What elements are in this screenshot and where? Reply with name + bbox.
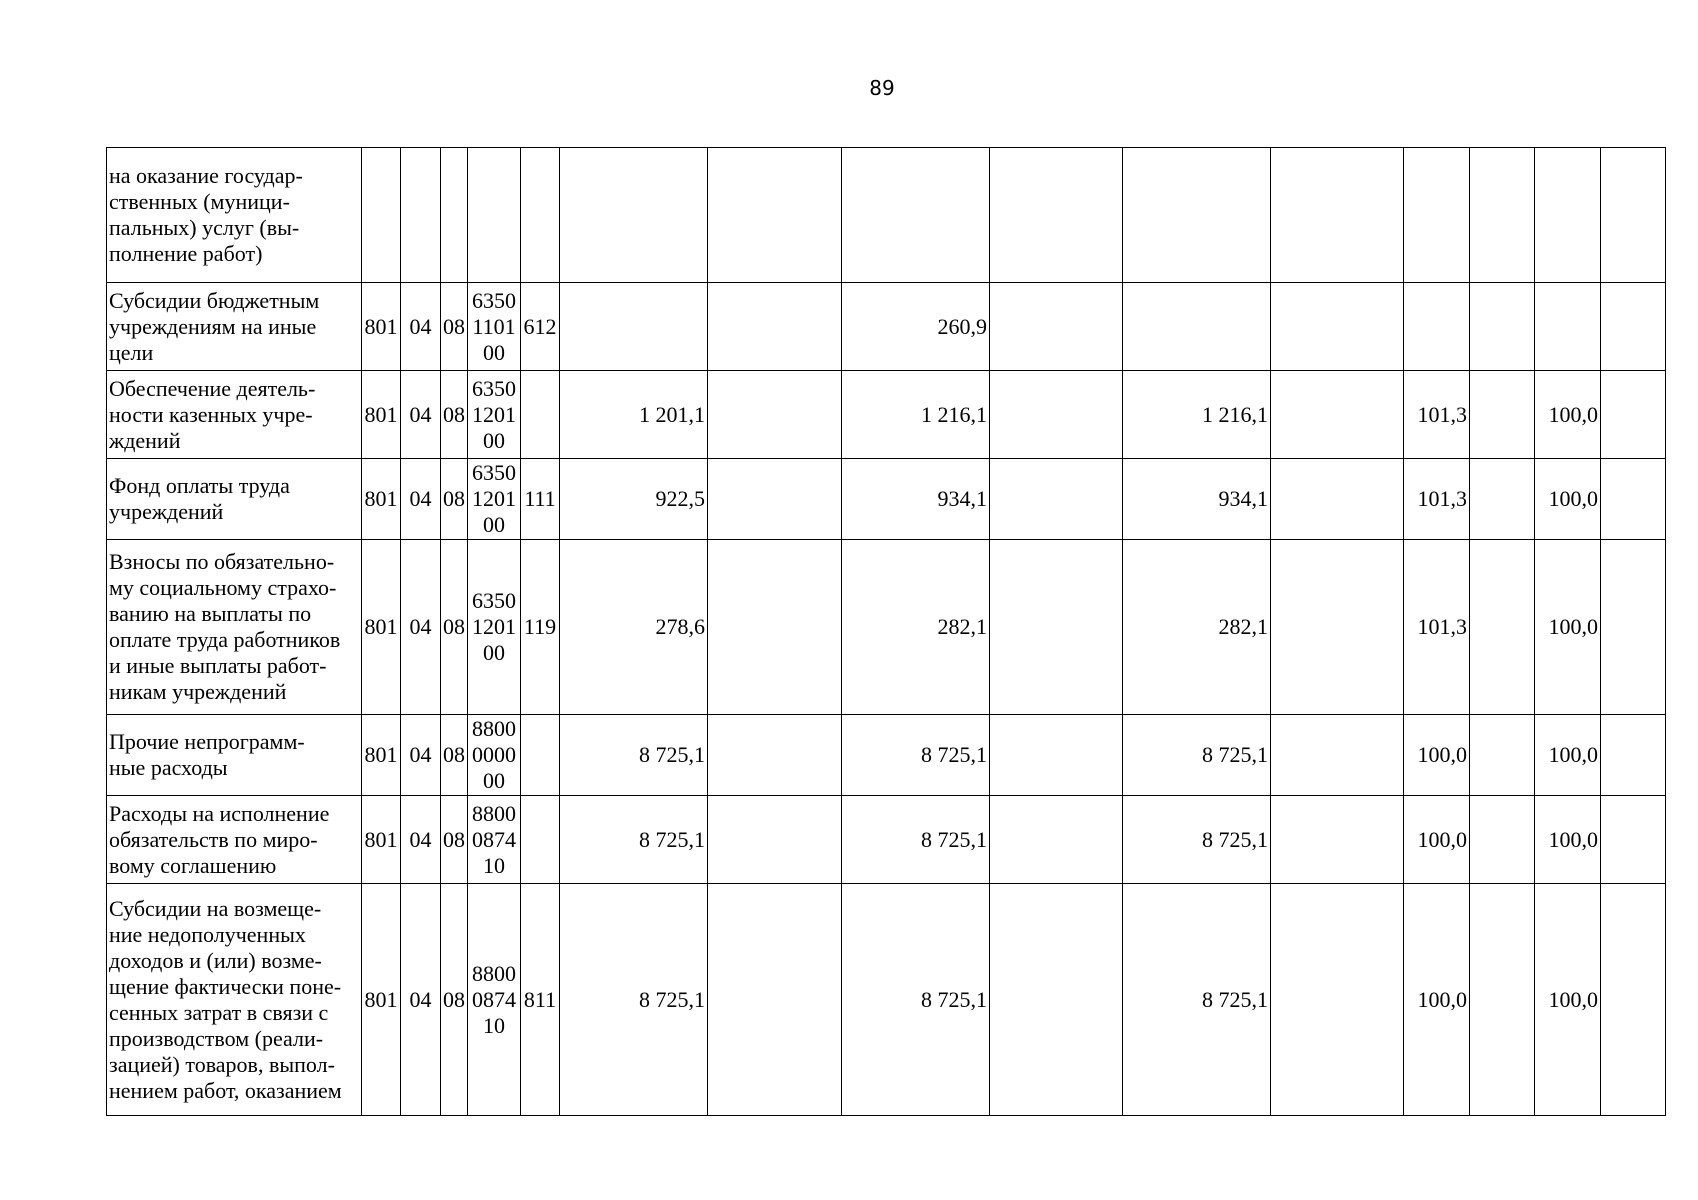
table-row — [107, 884, 1666, 1116]
value-cell: 1 201,1 — [560, 371, 708, 459]
value-cell: 100,0 — [1535, 884, 1601, 1116]
section-code: 04 — [401, 796, 441, 884]
value-cell: 8 725,1 — [560, 796, 708, 884]
value-cell — [708, 884, 842, 1116]
subsection-code: 08 — [441, 715, 468, 796]
value-cell: 1 216,1 — [1123, 371, 1271, 459]
row-name: Субсидии бюджетным учреждениям на иные цели — [107, 283, 362, 371]
expense-type-code: 811 — [521, 884, 560, 1116]
subsection-code: 08 — [441, 459, 468, 540]
value-cell — [990, 540, 1123, 715]
budget-table — [106, 147, 1666, 1116]
value-cell — [1470, 884, 1535, 1116]
ved-code: 801 — [362, 371, 401, 459]
subsection-code: 08 — [441, 884, 468, 1116]
section-code: 04 — [401, 540, 441, 715]
value-cell — [1535, 148, 1601, 283]
ved-code: 801 — [362, 796, 401, 884]
value-cell: 8 725,1 — [842, 884, 990, 1116]
value-cell — [1601, 371, 1666, 459]
row-name: Субсидии на возмеще- ние недополученных доходов и (или) возме- щение фактически поне- сенных затрат в связи с производством (реали- зацией) товаров, выпол- нением работ, оказанием — [107, 884, 362, 1116]
value-cell: 8 725,1 — [842, 715, 990, 796]
value-cell — [1470, 796, 1535, 884]
value-cell: 100,0 — [1535, 459, 1601, 540]
ved-code: 801 — [362, 283, 401, 371]
value-cell — [708, 715, 842, 796]
value-cell — [990, 459, 1123, 540]
table-row — [107, 459, 1666, 540]
target-article-code: 6350 1201 00 — [468, 459, 521, 540]
value-cell: 934,1 — [1123, 459, 1271, 540]
value-cell: 8 725,1 — [1123, 715, 1271, 796]
value-cell — [1271, 148, 1404, 283]
table-row — [107, 540, 1666, 715]
subsection-code — [441, 148, 468, 283]
value-cell — [1404, 283, 1470, 371]
target-article-code: 6350 1101 00 — [468, 283, 521, 371]
value-cell: 278,6 — [560, 540, 708, 715]
subsection-code: 08 — [441, 796, 468, 884]
value-cell — [1601, 283, 1666, 371]
expense-type-code — [521, 715, 560, 796]
value-cell: 8 725,1 — [560, 715, 708, 796]
target-article-code: 8800 0874 10 — [468, 884, 521, 1116]
value-cell — [1601, 796, 1666, 884]
value-cell — [1271, 371, 1404, 459]
subsection-code: 08 — [441, 540, 468, 715]
page-number: 89 — [869, 76, 895, 100]
value-cell — [708, 459, 842, 540]
ved-code — [362, 148, 401, 283]
value-cell — [1601, 715, 1666, 796]
value-cell — [990, 715, 1123, 796]
expense-type-code: 111 — [521, 459, 560, 540]
value-cell — [1271, 715, 1404, 796]
section-code: 04 — [401, 283, 441, 371]
value-cell — [560, 148, 708, 283]
value-cell — [1271, 459, 1404, 540]
value-cell: 922,5 — [560, 459, 708, 540]
value-cell — [1470, 715, 1535, 796]
value-cell — [1404, 148, 1470, 283]
value-cell: 100,0 — [1404, 715, 1470, 796]
value-cell: 8 725,1 — [560, 884, 708, 1116]
value-cell: 100,0 — [1535, 796, 1601, 884]
value-cell — [990, 148, 1123, 283]
value-cell — [560, 283, 708, 371]
value-cell — [1535, 283, 1601, 371]
value-cell — [990, 371, 1123, 459]
value-cell: 8 725,1 — [1123, 796, 1271, 884]
value-cell — [990, 884, 1123, 1116]
value-cell — [708, 371, 842, 459]
value-cell — [1601, 884, 1666, 1116]
table-row — [107, 148, 1666, 283]
expense-type-code — [521, 148, 560, 283]
target-article-code: 6350 1201 00 — [468, 540, 521, 715]
target-article-code: 8800 0874 10 — [468, 796, 521, 884]
section-code: 04 — [401, 371, 441, 459]
value-cell — [1271, 540, 1404, 715]
section-code — [401, 148, 441, 283]
value-cell: 282,1 — [842, 540, 990, 715]
section-code: 04 — [401, 884, 441, 1116]
value-cell: 8 725,1 — [842, 796, 990, 884]
row-name: Фонд оплаты труда учреждений — [107, 459, 362, 540]
expense-type-code — [521, 796, 560, 884]
value-cell — [842, 148, 990, 283]
ved-code: 801 — [362, 459, 401, 540]
row-name: Расходы на исполнение обязательств по миро- вому соглашению — [107, 796, 362, 884]
section-code: 04 — [401, 715, 441, 796]
value-cell: 1 216,1 — [842, 371, 990, 459]
subsection-code: 08 — [441, 283, 468, 371]
value-cell — [1470, 371, 1535, 459]
value-cell — [990, 283, 1123, 371]
value-cell: 100,0 — [1404, 884, 1470, 1116]
table-row — [107, 283, 1666, 371]
ved-code: 801 — [362, 715, 401, 796]
target-article-code: 8800 0000 00 — [468, 715, 521, 796]
value-cell — [1123, 283, 1271, 371]
value-cell — [708, 540, 842, 715]
value-cell: 101,3 — [1404, 459, 1470, 540]
table-row — [107, 715, 1666, 796]
expense-type-code — [521, 371, 560, 459]
value-cell: 100,0 — [1535, 715, 1601, 796]
value-cell: 101,3 — [1404, 371, 1470, 459]
expense-type-code: 119 — [521, 540, 560, 715]
value-cell — [1470, 540, 1535, 715]
value-cell: 8 725,1 — [1123, 884, 1271, 1116]
value-cell — [990, 796, 1123, 884]
section-code: 04 — [401, 459, 441, 540]
target-article-code — [468, 148, 521, 283]
value-cell — [1271, 283, 1404, 371]
value-cell — [1601, 148, 1666, 283]
row-name: Прочие непрограмм- ные расходы — [107, 715, 362, 796]
value-cell — [1271, 884, 1404, 1116]
value-cell: 100,0 — [1535, 371, 1601, 459]
ved-code: 801 — [362, 884, 401, 1116]
row-name: на оказание государ- ственных (муници- пальных) услуг (вы- полнение работ) — [107, 148, 362, 283]
value-cell: 934,1 — [842, 459, 990, 540]
value-cell — [1601, 540, 1666, 715]
value-cell — [708, 796, 842, 884]
value-cell — [708, 148, 842, 283]
table-row — [107, 371, 1666, 459]
value-cell: 282,1 — [1123, 540, 1271, 715]
value-cell: 100,0 — [1404, 796, 1470, 884]
expense-type-code: 612 — [521, 283, 560, 371]
value-cell — [1601, 459, 1666, 540]
table-row — [107, 796, 1666, 884]
ved-code: 801 — [362, 540, 401, 715]
value-cell: 101,3 — [1404, 540, 1470, 715]
value-cell — [1123, 148, 1271, 283]
value-cell — [708, 283, 842, 371]
row-name: Взносы по обязательно- му социальному страхо- ванию на выплаты по оплате труда работников и иные выплаты работ- никам учреждений — [107, 540, 362, 715]
row-name: Обеспечение деятель- ности казенных учре- ждений — [107, 371, 362, 459]
target-article-code: 6350 1201 00 — [468, 371, 521, 459]
subsection-code: 08 — [441, 371, 468, 459]
value-cell — [1470, 148, 1535, 283]
value-cell — [1271, 796, 1404, 884]
value-cell — [1470, 283, 1535, 371]
value-cell: 100,0 — [1535, 540, 1601, 715]
value-cell — [1470, 459, 1535, 540]
value-cell: 260,9 — [842, 283, 990, 371]
